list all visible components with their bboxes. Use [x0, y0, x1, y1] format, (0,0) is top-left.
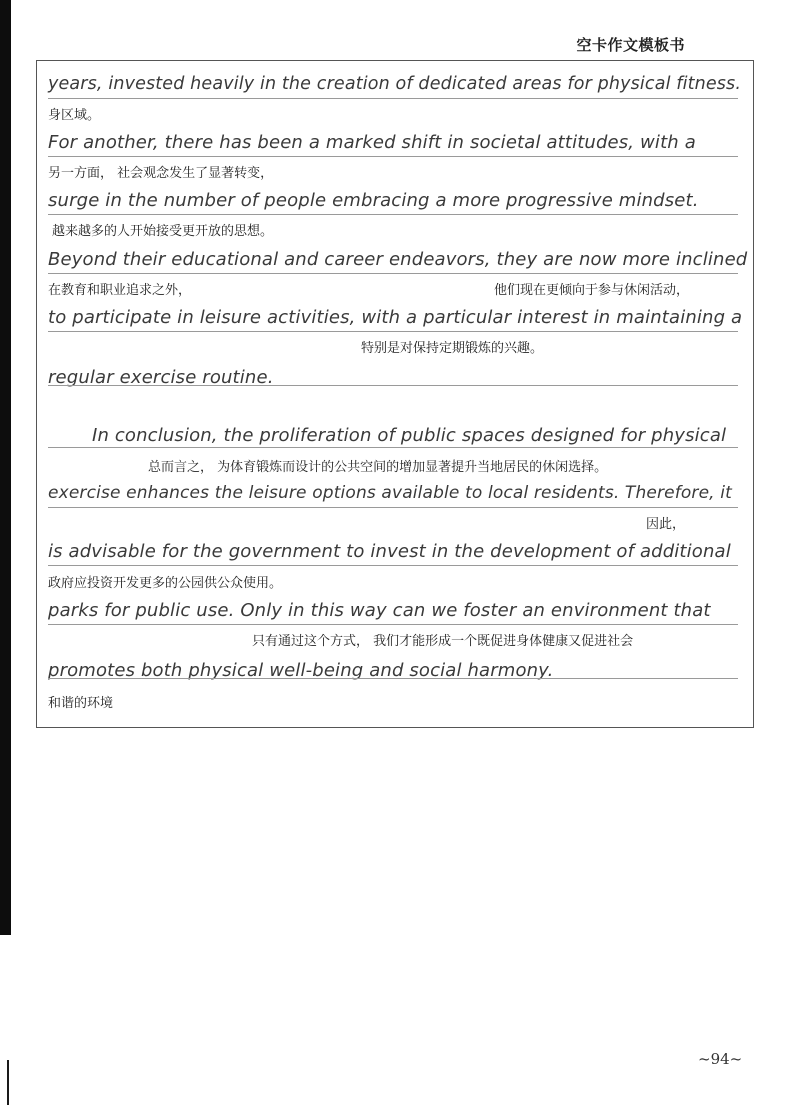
chinese-translation: 越来越多的人开始接受更开放的思想。	[52, 224, 274, 239]
ruled-line	[48, 98, 738, 99]
ruled-line	[48, 156, 738, 157]
ruled-line	[48, 214, 738, 215]
chinese-translation: 身区域。	[48, 108, 101, 123]
english-text: regular exercise routine.	[48, 367, 274, 388]
chinese-translation: 他们现在更倾向于参与休闲活动，	[494, 283, 690, 298]
english-text: For another, there has been a marked shift in societal attitudes, with a	[48, 132, 696, 153]
scan-edge-line	[7, 1060, 9, 1105]
english-text: exercise enhances the leisure options available to local residents. Therefore, it	[48, 483, 732, 503]
ruled-line	[48, 565, 738, 566]
chinese-translation: 在教育和职业追求之外，	[48, 283, 192, 298]
english-text: parks for public use. Only in this way can we foster an environment that	[48, 600, 711, 621]
chinese-translation: 因此，	[646, 517, 686, 532]
ruled-line	[48, 447, 738, 448]
ruled-line	[48, 331, 738, 332]
ruled-line	[48, 385, 738, 386]
english-text: In conclusion, the proliferation of public spaces designed for physical	[92, 425, 727, 446]
ruled-line	[48, 624, 738, 625]
ruled-line	[48, 507, 738, 508]
english-text: Beyond their educational and career endeavors, they are now more inclined	[48, 249, 748, 270]
ruled-line	[48, 678, 738, 679]
writing-frame	[36, 60, 754, 728]
chinese-translation: 只有通过这个方式， 我们才能形成一个既促进身体健康又促进社会	[252, 634, 634, 649]
chinese-translation: 特别是对保持定期锻炼的兴趣。	[361, 341, 544, 356]
english-text: to participate in leisure activities, with a particular interest in maintaining a	[48, 307, 743, 328]
english-text: is advisable for the government to invest in the development of additional	[48, 541, 731, 562]
chinese-translation: 和谐的环境	[48, 696, 114, 711]
chinese-translation: 总而言之， 为体育锻炼而设计的公共空间的增加显著提升当地居民的休闲选择。	[148, 460, 608, 475]
english-text: promotes both physical well-being and social harmony.	[48, 660, 554, 681]
page-number: ~94~	[698, 1050, 743, 1068]
ruled-line	[48, 273, 738, 274]
scan-edge-shadow	[0, 0, 11, 935]
chinese-translation: 另一方面， 社会观念发生了显著转变，	[48, 166, 274, 181]
english-text: years, invested heavily in the creation of dedicated areas for physical fitness.	[48, 74, 742, 94]
chinese-translation: 政府应投资开发更多的公园供公众使用。	[48, 576, 283, 591]
book-title: 空卡作文模板书	[576, 36, 685, 54]
english-text: surge in the number of people embracing a more progressive mindset.	[48, 190, 699, 211]
